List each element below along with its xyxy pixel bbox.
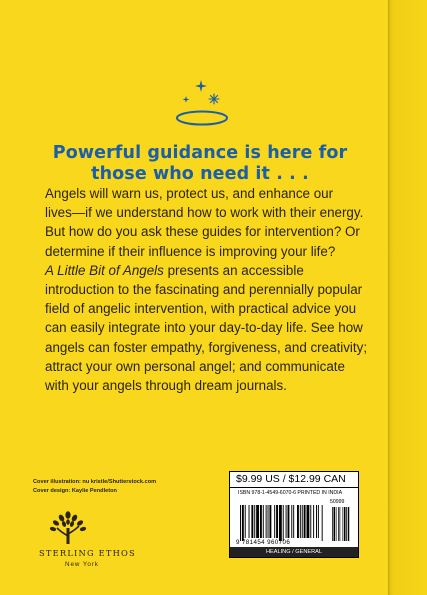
barcode-bar: [269, 505, 271, 538]
cover-credits: [33, 478, 156, 496]
halo-ring: [177, 112, 227, 125]
barcode-number: 9 781454 960706: [236, 539, 291, 546]
description-line: can easily integrate into your day-to-day life. See how: [45, 320, 363, 336]
description-line: field of angelic intervention, with practical advice you: [45, 301, 357, 317]
addon-bar: [340, 507, 341, 541]
description-line: attract your own personal angel; and communicate: [45, 358, 345, 374]
barcode-bar: [242, 505, 244, 541]
barcode-block: [229, 471, 359, 558]
description-line: lives—if we understand how to work with their energy.: [45, 205, 364, 221]
description-line: with your angels through dream journals.: [45, 378, 287, 394]
description-line: [45, 261, 390, 280]
barcode-bar: [304, 505, 306, 538]
barcode-bar: [263, 505, 264, 538]
publisher-logo: [33, 510, 183, 570]
description: [45, 184, 390, 395]
headline-line: Powerful guidance is here for: [52, 143, 348, 163]
description-line: Angels will warn us, protect us, and enhance our: [45, 186, 334, 201]
price: $9.99 US / $12.99 CAN: [230, 472, 358, 488]
barcode-bar: [288, 505, 290, 538]
barcode-bar: [266, 505, 267, 538]
barcode-bar: [274, 505, 275, 538]
addon-bar: [332, 507, 333, 541]
barcode-bar: [254, 505, 255, 538]
design-credit: Cover design: Kaylie Pendleton: [33, 488, 117, 494]
description-line: But how do you ask these guides for intervention? Or: [45, 224, 360, 240]
barcode-bar: [300, 505, 301, 538]
barcode-bar: [240, 505, 241, 541]
addon-bar: [344, 507, 346, 541]
addon-bar: [346, 507, 347, 541]
barcode-bar: [297, 505, 299, 538]
barcode-bar: [310, 505, 311, 538]
barcode-bar: [249, 505, 250, 538]
barcode-bar: [318, 505, 319, 538]
addon-bar: [348, 507, 350, 541]
book-title: A Little Bit of Angels: [45, 262, 164, 278]
headline-line: those who need it . . .: [91, 164, 309, 184]
barcode-bar: [283, 505, 284, 541]
barcode: [236, 499, 354, 541]
addon-bar: [334, 507, 336, 541]
sparkle-icon: [183, 96, 190, 103]
headline: [40, 143, 360, 185]
barcode-bar: [256, 505, 259, 538]
publisher-name: STERLING ETHOS: [39, 548, 136, 558]
barcode-bar: [276, 505, 278, 538]
barcode-bar: [268, 505, 269, 538]
addon-bar: [343, 507, 344, 541]
barcode-bar: [286, 505, 287, 538]
sparkle-icon: [195, 80, 207, 92]
tree-icon: [47, 510, 89, 546]
addon-bar: [336, 507, 337, 541]
barcode-bar: [313, 505, 314, 538]
barcode-bar: [293, 505, 294, 538]
description-line: introduction to the fascinating and perennially popular: [45, 282, 363, 298]
barcode-bar: [316, 505, 317, 538]
book-spine: [389, 0, 427, 595]
description-line: determine if their influence is improving your life?: [45, 243, 336, 259]
barcode-bar: [302, 505, 303, 538]
addon-bar: [338, 507, 339, 541]
illustration-credit: Cover illustration: nu kristle/Shutterstock.com: [33, 479, 157, 485]
barcode-bar: [245, 505, 246, 538]
publisher-city: New York: [65, 561, 99, 568]
isbn: ISBN 978-1-4549-6070-6 PRINTED IN INDIA: [238, 490, 343, 496]
category-label: HEALING / GENERAL: [230, 547, 358, 557]
price-addon-code: 50999: [330, 499, 345, 505]
barcode-bar: [279, 505, 282, 541]
barcode-bar: [251, 505, 253, 538]
barcode-bar: [307, 505, 310, 538]
barcode-bar: [260, 505, 262, 538]
barcode-bar: [322, 505, 323, 541]
barcode-bar: [291, 505, 292, 538]
description-line: angels can foster empathy, forgiveness, and creativity;: [45, 339, 368, 355]
angel-halo-icon: [172, 78, 232, 130]
description-fragment: presents an accessible: [163, 262, 304, 278]
